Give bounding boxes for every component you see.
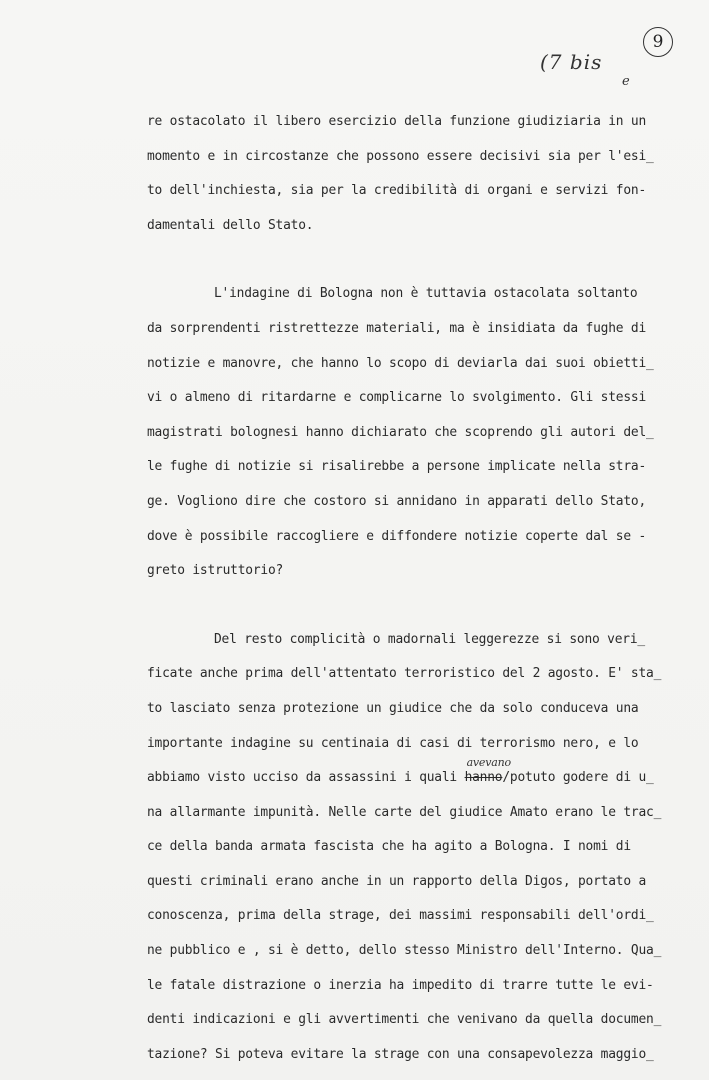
text-line: tazione? Si poteva evitare la strage con una consapevolezza maggio_ xyxy=(147,1046,654,1062)
text-line: dove è possibile raccogliere e diffondere notizie coperte dal se - xyxy=(147,528,647,544)
text-line: importante indagine su centinaia di casi di terrorismo nero, e lo xyxy=(147,735,639,751)
handwritten-insertion: avevano xyxy=(466,756,511,770)
text-line: notizie e manovre, che hanno lo scopo di deviarla dai suoi obietti_ xyxy=(147,355,654,371)
correction-after: /potuto godere di u_ xyxy=(502,770,654,786)
handwritten-note: (7 bis xyxy=(540,50,603,74)
paragraph-1 xyxy=(147,112,654,250)
text-line: momento e in circostanze che possono essere decisivi sia per l'esi_ xyxy=(147,148,654,164)
text-line: questi criminali erano anche in un rapporto della Digos, portato a xyxy=(147,873,647,889)
text-line: le fatale distrazione o inerzia ha impedito di trarre tutte le evi- xyxy=(147,977,654,993)
text-line: da sorprendenti ristrettezze materiali, ma è insidiata da fughe di xyxy=(147,320,647,336)
correction-before: abbiamo visto ucciso da assassini i quali xyxy=(147,770,465,786)
text-line: re ostacolato il libero esercizio della funzione giudiziaria in un xyxy=(147,114,647,129)
text-line: le fughe di notizie si risalirebbe a persone implicate nella stra- xyxy=(147,459,647,475)
correction-word xyxy=(464,756,511,788)
page-number: 9 xyxy=(643,27,673,57)
paragraph-2 xyxy=(147,284,654,595)
text-line: L'indagine di Bologna non è tuttavia ostacolata soltanto xyxy=(214,286,638,302)
text-line: damentali dello Stato. xyxy=(147,217,314,233)
text-line: ficate anche prima dell'attentato terroristico del 2 agosto. E' sta_ xyxy=(147,666,662,682)
paragraph-3 xyxy=(147,630,662,1080)
text-line: to dell'inchiesta, sia per la credibilità di organi e servizi fon- xyxy=(147,183,647,199)
text-line: denti indicazioni e gli avvertimenti che venivano da quella documen_ xyxy=(147,1012,662,1028)
correction-line xyxy=(147,756,654,803)
text-line: greto istruttorio? xyxy=(147,563,284,579)
struck-word: hanno xyxy=(464,770,503,786)
text-line: conoscenza, prima della strage, dei massimi responsabili dell'ordi_ xyxy=(147,908,654,924)
handwritten-scribble: e xyxy=(622,74,630,89)
body-text xyxy=(147,112,662,1079)
text-line: magistrati bolognesi hanno dichiarato che scoprendo gli autori del_ xyxy=(147,424,654,440)
text-line: Del resto complicità o madornali leggerezze si sono veri_ xyxy=(214,631,645,647)
text-line: ge. Vogliono dire che costoro si annidano in apparati dello Stato, xyxy=(147,493,647,509)
text-line: na allarmante impunità. Nelle carte del giudice Amato erano le trac_ xyxy=(147,804,662,820)
text-line: to lasciato senza protezione un giudice che da solo conduceva una xyxy=(147,700,639,716)
text-line: ce della banda armata fascista che ha agito a Bologna. I nomi di xyxy=(147,839,631,855)
text-line: ne pubblico e , si è detto, dello stesso Ministro dell'Interno. Qua_ xyxy=(147,943,662,959)
text-line: vi o almeno di ritardarne e complicarne lo svolgimento. Gli stessi xyxy=(147,390,647,406)
